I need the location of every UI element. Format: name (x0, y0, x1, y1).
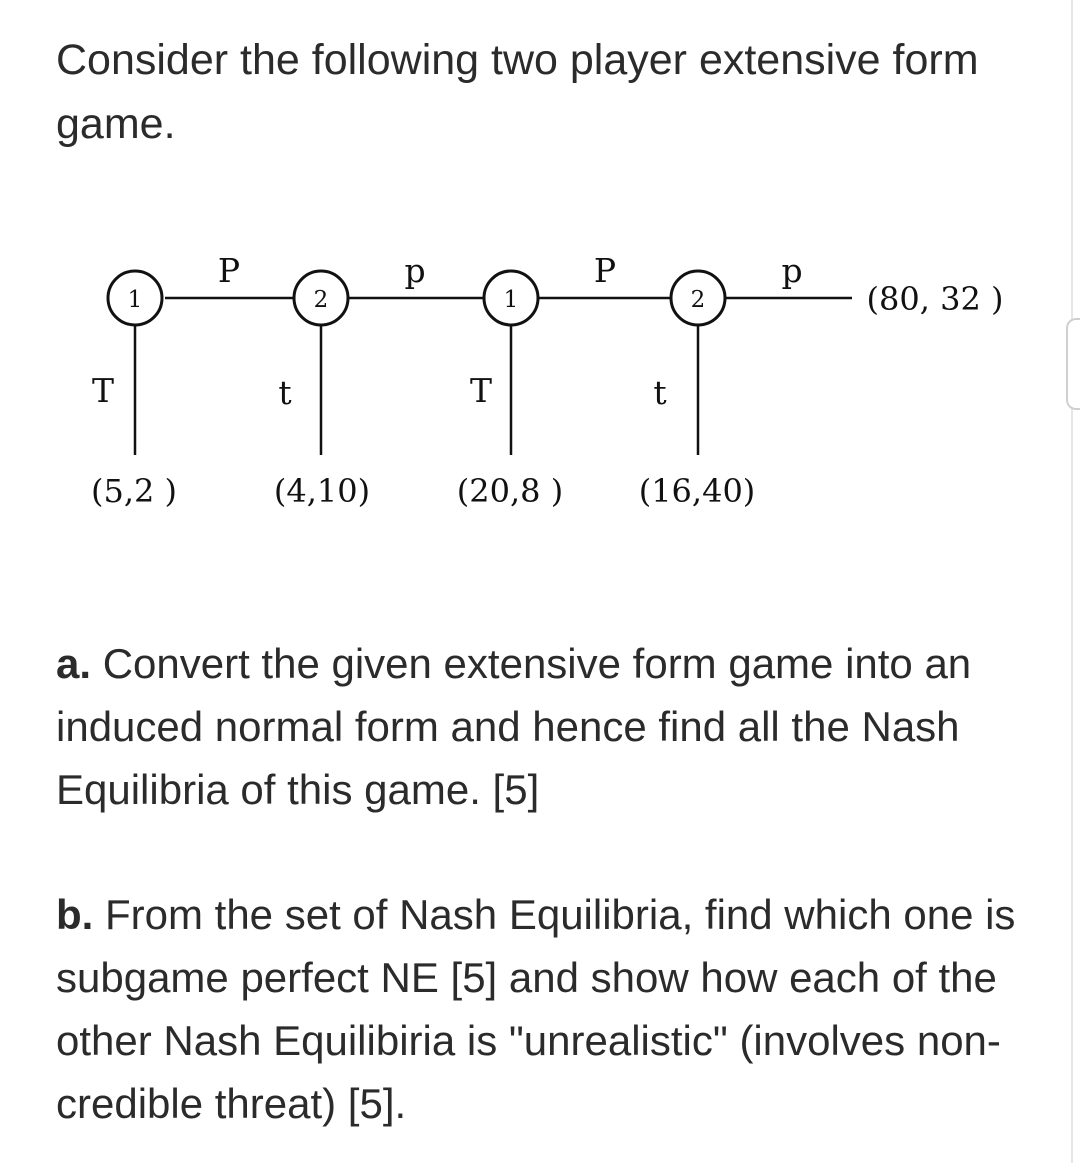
payoff-label: (20,8 ) (456, 472, 564, 510)
payoff-label: (4,10) (273, 472, 371, 510)
payoff-label: (16,40) (638, 472, 756, 510)
action-label-down: t (278, 373, 292, 412)
part-b-text: From the set of Nash Equilibria, find which one is subgame perfect NE [5] and show how each of the other Nash Equilibiria is "unrealistic" (involves non-credible threat) [5]. (56, 891, 1016, 1127)
action-label-down: T (91, 371, 115, 410)
node-player-label: 1 (127, 287, 143, 313)
final-payoff-label: (80, 32 ) (866, 280, 1004, 318)
part-b-label: b. (56, 891, 94, 938)
part-a-text: Convert the given extensive form game into an induced normal form and hence find all the Nash Equilibria of this game. [5] (56, 640, 972, 813)
intro-text: Consider the following two player extensive form game. (56, 36, 979, 148)
decision-node-1 (108, 271, 162, 325)
action-label-down: t (653, 373, 667, 412)
part-a-label: a. (56, 640, 92, 687)
decision-node-2 (294, 271, 348, 325)
node-player-label: 1 (503, 287, 519, 313)
payoff-label: (5,2 ) (90, 472, 178, 510)
action-label-across: P (593, 251, 617, 290)
node-player-label: 2 (313, 287, 329, 313)
action-label-across: P (217, 251, 241, 290)
game-tree-diagram (0, 230, 1060, 520)
scroll-handle[interactable] (1066, 318, 1080, 410)
node-player-label: 2 (690, 287, 706, 313)
page-right-border (1071, 0, 1073, 1163)
decision-node-3 (484, 271, 538, 325)
question-part-b (56, 883, 1036, 1135)
action-label-down: T (469, 371, 493, 410)
action-label-across: p (404, 251, 426, 290)
decision-node-4 (671, 271, 725, 325)
question-part-a (56, 632, 1036, 821)
action-label-across: p (781, 251, 803, 290)
